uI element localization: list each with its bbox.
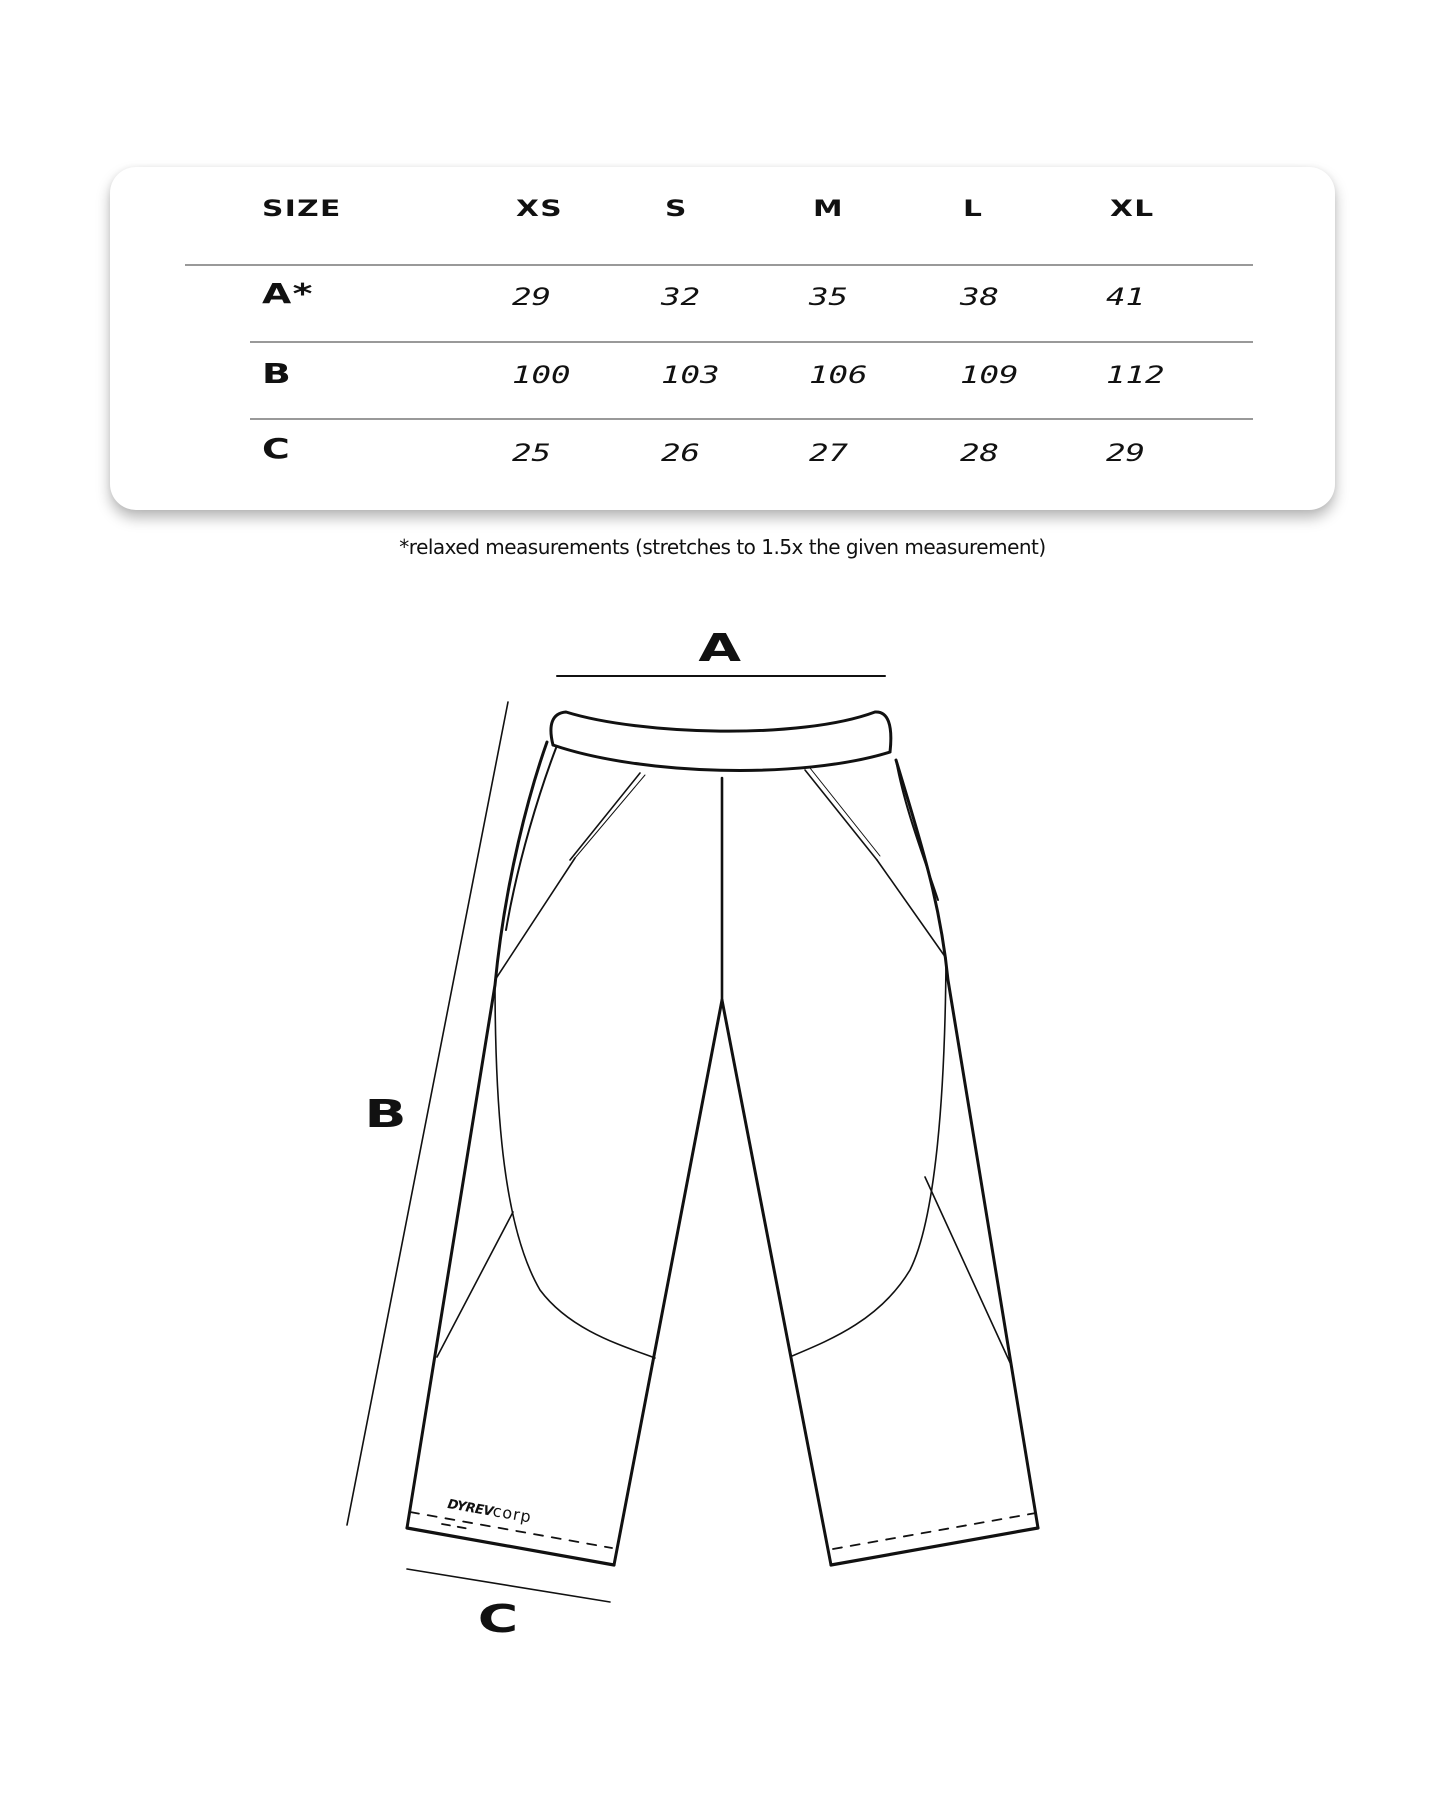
logo-light: corp <box>491 1501 534 1527</box>
table-cell: 29 <box>512 283 552 311</box>
size-header-xl: XL <box>1110 197 1155 222</box>
size-header-s: S <box>665 197 688 222</box>
row-label-a: A* <box>262 277 314 310</box>
size-header-xs: XS <box>516 197 563 222</box>
left-hem <box>407 1528 614 1565</box>
measure-label-c: C <box>477 1597 519 1641</box>
table-cell: 112 <box>1106 361 1165 389</box>
right-outer-seam <box>896 760 1038 1528</box>
table-cell: 27 <box>809 439 849 467</box>
row-label-b: B <box>262 357 293 390</box>
table-cell: 29 <box>1106 439 1146 467</box>
footnote: *relaxed measurements (stretches to 1.5x the given measurement) <box>399 535 1046 559</box>
logo-bold: DYREV <box>446 1497 494 1520</box>
row-label-c: C <box>262 432 292 465</box>
right-inner-seam <box>722 1000 831 1565</box>
right-hem <box>831 1528 1038 1565</box>
waistband <box>551 712 891 752</box>
size-header-label: SIZE <box>262 197 342 222</box>
left-inner-seam <box>614 1000 722 1565</box>
table-cell: 100 <box>512 361 571 389</box>
left-knee-panel <box>495 980 655 1358</box>
measure-label-a: A <box>698 626 742 670</box>
right-knee-panel <box>792 960 946 1356</box>
table-cell: 32 <box>661 283 701 311</box>
table-cell: 26 <box>661 439 701 467</box>
table-cell: 109 <box>960 361 1019 389</box>
table-cell: 106 <box>809 361 868 389</box>
table-cell: 38 <box>960 283 1000 311</box>
table-cell: 28 <box>960 439 1000 467</box>
table-cell: 25 <box>512 439 552 467</box>
table-cell: 35 <box>809 283 849 311</box>
table-cell: 41 <box>1106 283 1146 311</box>
size-header-l: L <box>963 197 984 222</box>
size-header-m: M <box>813 197 844 222</box>
table-cell: 103 <box>661 361 720 389</box>
measure-label-b: B <box>364 1092 407 1136</box>
